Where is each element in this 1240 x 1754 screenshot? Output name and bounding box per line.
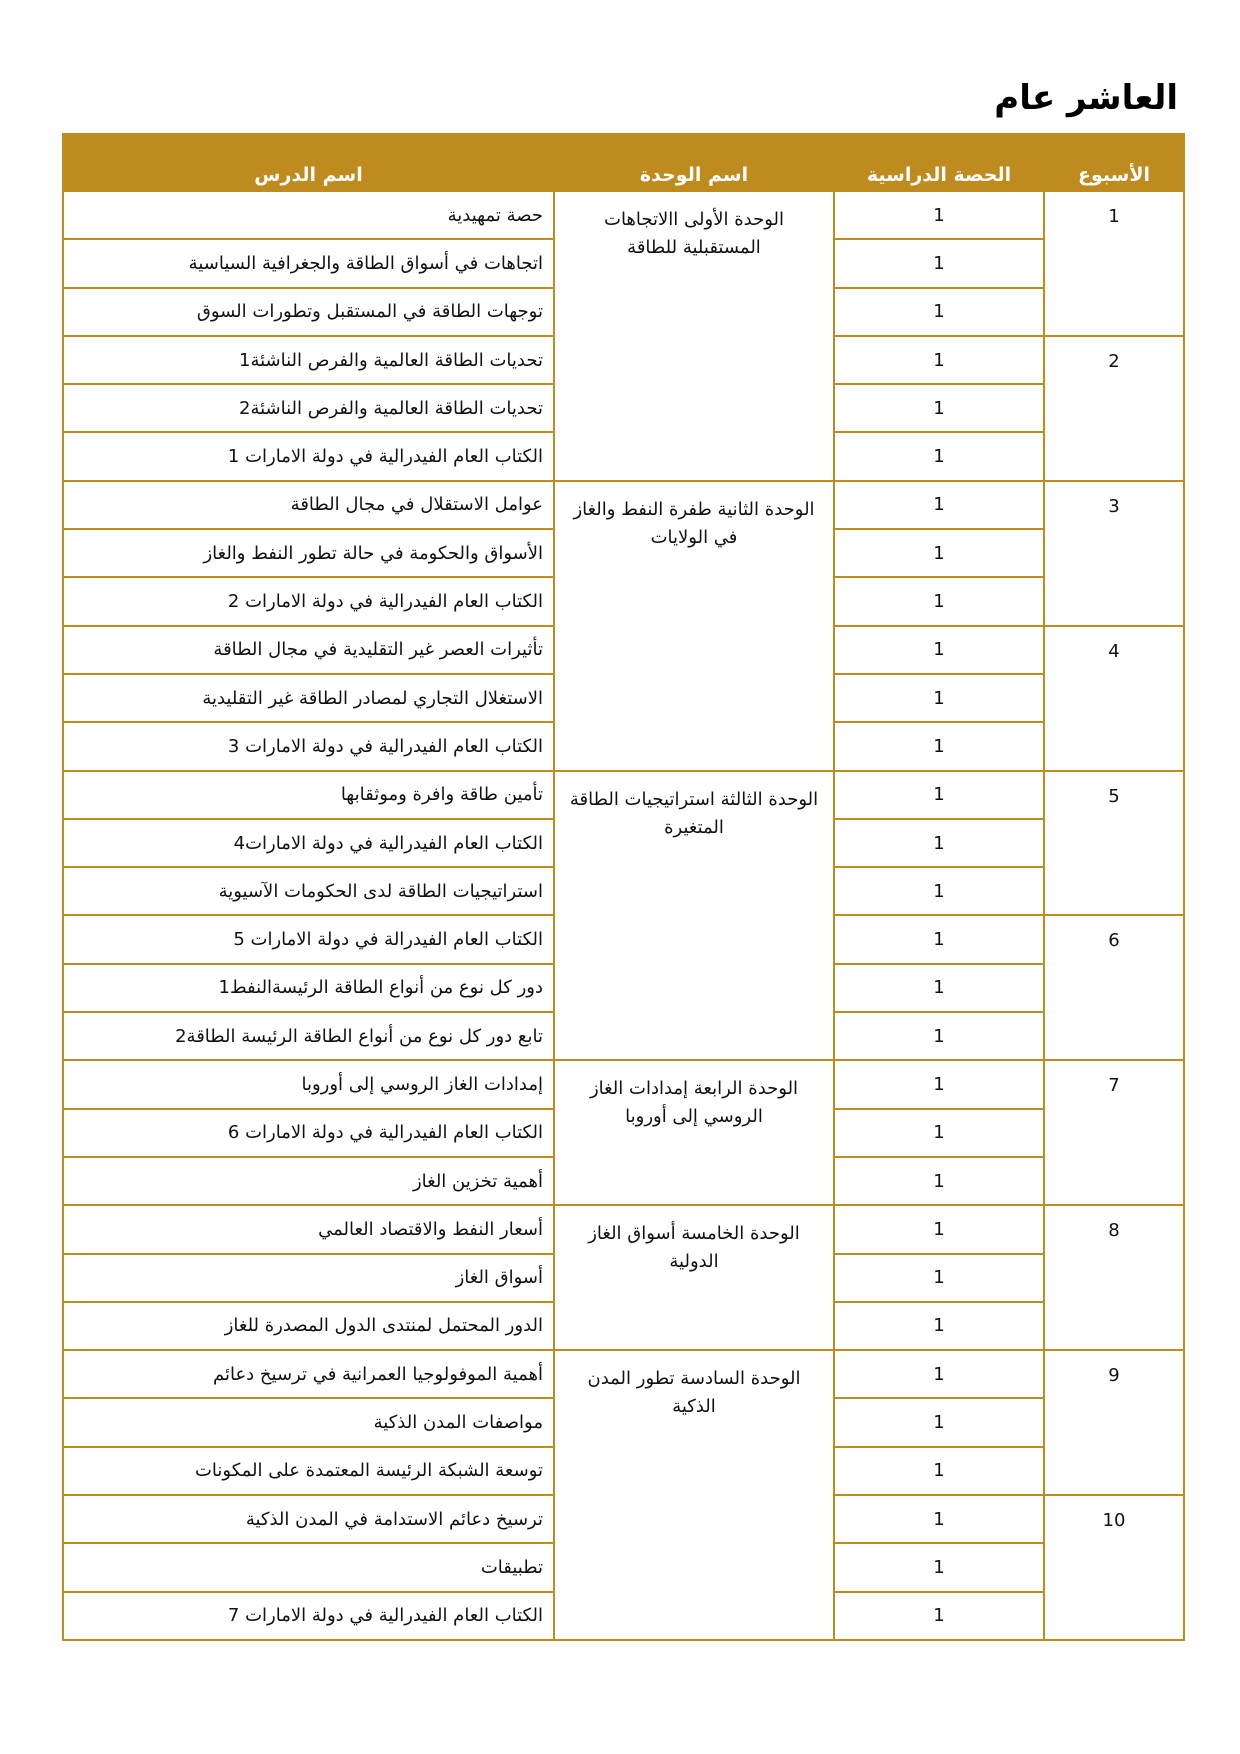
week-number: 10 <box>1044 1495 1184 1640</box>
table-row <box>63 1205 1184 1253</box>
unit-name: الوحدة الثانية طفرة النفط والغاز في الولايات <box>554 481 834 771</box>
lesson-name: تأمين طاقة وافرة وموثقابها <box>63 771 554 819</box>
period-count: 1 <box>834 1350 1044 1398</box>
period-count: 1 <box>834 1447 1044 1495</box>
lesson-name: أسعار النفط والاقتصاد العالمي <box>63 1205 554 1253</box>
lesson-name: توجهات الطاقة في المستقبل وتطورات السوق <box>63 288 554 336</box>
period-count: 1 <box>834 819 1044 867</box>
table-row <box>63 1060 1184 1108</box>
lesson-name: الكتاب العام الفيدرالة في دولة الامارات 5 <box>63 915 554 963</box>
table-header-row <box>63 134 1184 191</box>
period-count: 1 <box>834 529 1044 577</box>
period-count: 1 <box>834 1543 1044 1591</box>
period-count: 1 <box>834 1254 1044 1302</box>
page-title: العاشر عام <box>994 78 1178 118</box>
lesson-name: اتجاهات في أسواق الطاقة والجغرافية السياسية <box>63 239 554 287</box>
lesson-name: الكتاب العام الفيدرالية في دولة الامارات 1 <box>63 432 554 480</box>
period-count: 1 <box>834 481 1044 529</box>
lesson-name: تأثيرات العصر غير التقليدية في مجال الطاقة <box>63 626 554 674</box>
lesson-name: استراتيجيات الطاقة لدى الحكومات الآسيوية <box>63 867 554 915</box>
unit-name: الوحدة الثالثة استراتيجيات الطاقة المتغيرة <box>554 771 834 1061</box>
header-week: الأسبوع <box>1044 134 1184 191</box>
period-count: 1 <box>834 1012 1044 1060</box>
period-count: 1 <box>834 432 1044 480</box>
period-count: 1 <box>834 626 1044 674</box>
week-number: 5 <box>1044 771 1184 916</box>
period-count: 1 <box>834 674 1044 722</box>
period-count: 1 <box>834 1592 1044 1640</box>
period-count: 1 <box>834 577 1044 625</box>
lesson-name: أهمية الموفولوجيا العمرانية في ترسيخ دعائم <box>63 1350 554 1398</box>
period-count: 1 <box>834 1495 1044 1543</box>
table-row <box>63 481 1184 529</box>
header-period: الحصة الدراسية <box>834 134 1044 191</box>
lesson-name: تحديات الطاقة العالمية والفرص الناشئة1 <box>63 336 554 384</box>
table-row <box>63 191 1184 239</box>
lesson-name: الأسواق والحكومة في حالة تطور النفط والغاز <box>63 529 554 577</box>
lesson-name: تابع دور كل نوع من أنواع الطاقة الرئيسة الطاقة2 <box>63 1012 554 1060</box>
period-count: 1 <box>834 191 1044 239</box>
week-number: 3 <box>1044 481 1184 626</box>
unit-name: الوحدة الأولى االاتجاهات المستقبلية للطاقة <box>554 191 834 481</box>
period-count: 1 <box>834 771 1044 819</box>
lesson-name: تطبيقات <box>63 1543 554 1591</box>
period-count: 1 <box>834 1205 1044 1253</box>
lesson-name: الكتاب العام الفيدرالية في دولة الامارات 7 <box>63 1592 554 1640</box>
lesson-name: أهمية تخزين الغاز <box>63 1157 554 1205</box>
lesson-name: توسعة الشبكة الرئيسة المعتمدة على المكونات <box>63 1447 554 1495</box>
period-count: 1 <box>834 1157 1044 1205</box>
period-count: 1 <box>834 239 1044 287</box>
unit-name: الوحدة الرابعة إمدادات الغاز الروسي إلى أوروبا <box>554 1060 834 1205</box>
period-count: 1 <box>834 964 1044 1012</box>
period-count: 1 <box>834 384 1044 432</box>
week-number: 9 <box>1044 1350 1184 1495</box>
period-count: 1 <box>834 288 1044 336</box>
period-count: 1 <box>834 1398 1044 1446</box>
period-count: 1 <box>834 1060 1044 1108</box>
lesson-name: الدور المحتمل لمنتدى الدول المصدرة للغاز <box>63 1302 554 1350</box>
unit-name: الوحدة الخامسة أسواق الغاز الدولية <box>554 1205 834 1350</box>
lesson-name: الكتاب العام الفيدرالية في دولة الامارات 6 <box>63 1109 554 1157</box>
unit-name: الوحدة السادسة تطور المدن الذكية <box>554 1350 834 1640</box>
lesson-name: ترسيخ دعائم الاستدامة في المدن الذكية <box>63 1495 554 1543</box>
header-unit: اسم الوحدة <box>554 134 834 191</box>
weekly-plan-table <box>62 133 1185 1641</box>
week-number: 2 <box>1044 336 1184 481</box>
lesson-name: دور كل نوع من أنواع الطاقة الرئيسةالنفط1 <box>63 964 554 1012</box>
lesson-name: أسواق الغاز <box>63 1254 554 1302</box>
lesson-name: مواصفات المدن الذكية <box>63 1398 554 1446</box>
period-count: 1 <box>834 1302 1044 1350</box>
lesson-name: الاستغلال التجاري لمصادر الطاقة غير التقليدية <box>63 674 554 722</box>
period-count: 1 <box>834 1109 1044 1157</box>
week-number: 4 <box>1044 626 1184 771</box>
period-count: 1 <box>834 722 1044 770</box>
lesson-name: إمدادات الغاز الروسي إلى أوروبا <box>63 1060 554 1108</box>
table-row <box>63 1350 1184 1398</box>
period-count: 1 <box>834 867 1044 915</box>
period-count: 1 <box>834 915 1044 963</box>
lesson-name: الكتاب العام الفيدرالية في دولة الامارات 2 <box>63 577 554 625</box>
week-number: 1 <box>1044 191 1184 336</box>
period-count: 1 <box>834 336 1044 384</box>
lesson-name: الكتاب العام الفيدرالية في دولة الامارات4 <box>63 819 554 867</box>
lesson-name: تحديات الطاقة العالمية والفرص الناشئة2 <box>63 384 554 432</box>
header-lesson: اسم الدرس <box>63 134 554 191</box>
week-number: 8 <box>1044 1205 1184 1350</box>
lesson-name: الكتاب العام الفيدرالية في دولة الامارات 3 <box>63 722 554 770</box>
week-number: 6 <box>1044 915 1184 1060</box>
lesson-name: عوامل الاستقلال في مجال الطاقة <box>63 481 554 529</box>
table-row <box>63 771 1184 819</box>
lesson-name: حصة تمهيدية <box>63 191 554 239</box>
week-number: 7 <box>1044 1060 1184 1205</box>
